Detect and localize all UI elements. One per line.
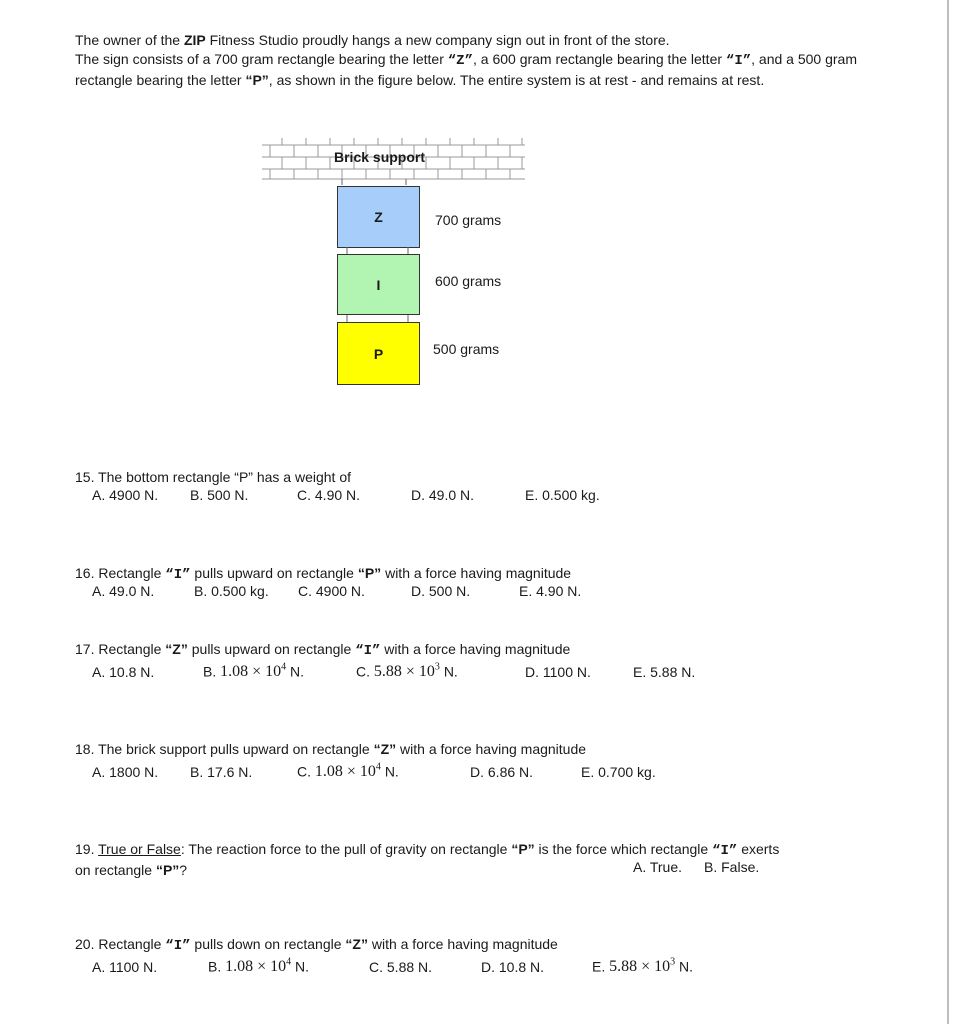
q17-choice-b[interactable]: B. $1.08 \times 10^4$ N. bbox=[203, 662, 305, 681]
mass-label-p: 500 grams bbox=[433, 341, 500, 357]
mass-label-i: 600 grams bbox=[435, 273, 502, 289]
intro-line-1: The owner of the ZIP Fitness Studio proudly hangs a new company sign out in front of the store. bbox=[75, 32, 670, 48]
q20-choice-c[interactable]: C. 5.88 N. bbox=[369, 959, 433, 975]
sign-figure bbox=[260, 135, 540, 390]
intro-line-2: The sign consists of a 700 gram rectangle bearing the letter “Z”, a 600 gram rectangle bearing the letter “I”, and a 500 gram bbox=[75, 51, 857, 69]
question-16: 16. Rectangle “I” pulls upward on rectangle “P” with a force having magnitude bbox=[75, 565, 572, 583]
q16-choice-b[interactable]: B. 0.500 kg. bbox=[194, 583, 269, 599]
q17-choice-a[interactable]: A. 10.8 N. bbox=[92, 664, 155, 680]
q18-choice-d[interactable]: D. 6.86 N. bbox=[470, 764, 534, 780]
q17-choice-e[interactable]: E. 5.88 N. bbox=[633, 664, 696, 680]
q16-choice-a[interactable]: A. 49.0 N. bbox=[92, 583, 155, 599]
q20-choice-a[interactable]: A. 1100 N. bbox=[92, 959, 158, 975]
q16-choice-e[interactable]: E. 4.90 N. bbox=[519, 583, 582, 599]
q18-choice-e[interactable]: E. 0.700 kg. bbox=[581, 764, 656, 780]
q18-choice-b[interactable]: B. 17.6 N. bbox=[190, 764, 253, 780]
q20-choice-e[interactable]: E. $5.88 \times 10^3$ N. bbox=[592, 957, 694, 976]
q20-choice-d[interactable]: D. 10.8 N. bbox=[481, 959, 545, 975]
q16-choice-d[interactable]: D. 500 N. bbox=[411, 583, 471, 599]
question-17: 17. Rectangle “Z” pulls upward on rectangle “I” with a force having magnitude bbox=[75, 641, 571, 659]
page-edge-divider bbox=[947, 0, 949, 1024]
brand-name: ZIP bbox=[183, 32, 206, 48]
intro-paragraph bbox=[75, 31, 885, 90]
q20-choice-b[interactable]: B. $1.08 \times 10^4$ N. bbox=[208, 957, 310, 976]
intro-line-3: rectangle bearing the letter “P”, as shown in the figure below. The entire system is at rest - and remains at rest. bbox=[75, 72, 765, 88]
brick-support-label: Brick support bbox=[334, 149, 426, 165]
q15-choice-c[interactable]: C. 4.90 N. bbox=[297, 487, 361, 503]
question-20: 20. Rectangle “I” pulls down on rectangle “Z” with a force having magnitude bbox=[75, 936, 558, 954]
q15-choice-e[interactable]: E. 0.500 kg. bbox=[525, 487, 600, 503]
rectangle-z: Z bbox=[337, 186, 420, 248]
q16-choice-c[interactable]: C. 4900 N. bbox=[298, 583, 365, 599]
question-15: 15. The bottom rectangle “P” has a weight of bbox=[75, 469, 352, 485]
q15-choice-a[interactable]: A. 4900 N. bbox=[92, 487, 159, 503]
rectangle-p: P bbox=[337, 322, 420, 385]
q18-choice-c[interactable]: C. $1.08 \times 10^4$ N. bbox=[297, 762, 399, 781]
q19-choice-b[interactable]: B. False. bbox=[704, 859, 760, 875]
q18-choice-a[interactable]: A. 1800 N. bbox=[92, 764, 159, 780]
q19-choice-a[interactable]: A. True. bbox=[633, 859, 683, 875]
question-18: 18. The brick support pulls upward on rectangle “Z” with a force having magnitude bbox=[75, 741, 587, 757]
q15-choice-b[interactable]: B. 500 N. bbox=[190, 487, 249, 503]
mass-label-z: 700 grams bbox=[435, 212, 502, 228]
q17-choice-c[interactable]: C. $5.88 \times 10^3$ N. bbox=[356, 662, 458, 681]
rectangle-i: I bbox=[337, 254, 420, 315]
question-19: 19. True or False: The reaction force to the pull of gravity on rectangle “P” is the force which rectangle “I” exerts on rectangle “P”? bbox=[75, 841, 780, 878]
q17-choice-d[interactable]: D. 1100 N. bbox=[525, 664, 591, 680]
q15-choice-d[interactable]: D. 49.0 N. bbox=[411, 487, 475, 503]
